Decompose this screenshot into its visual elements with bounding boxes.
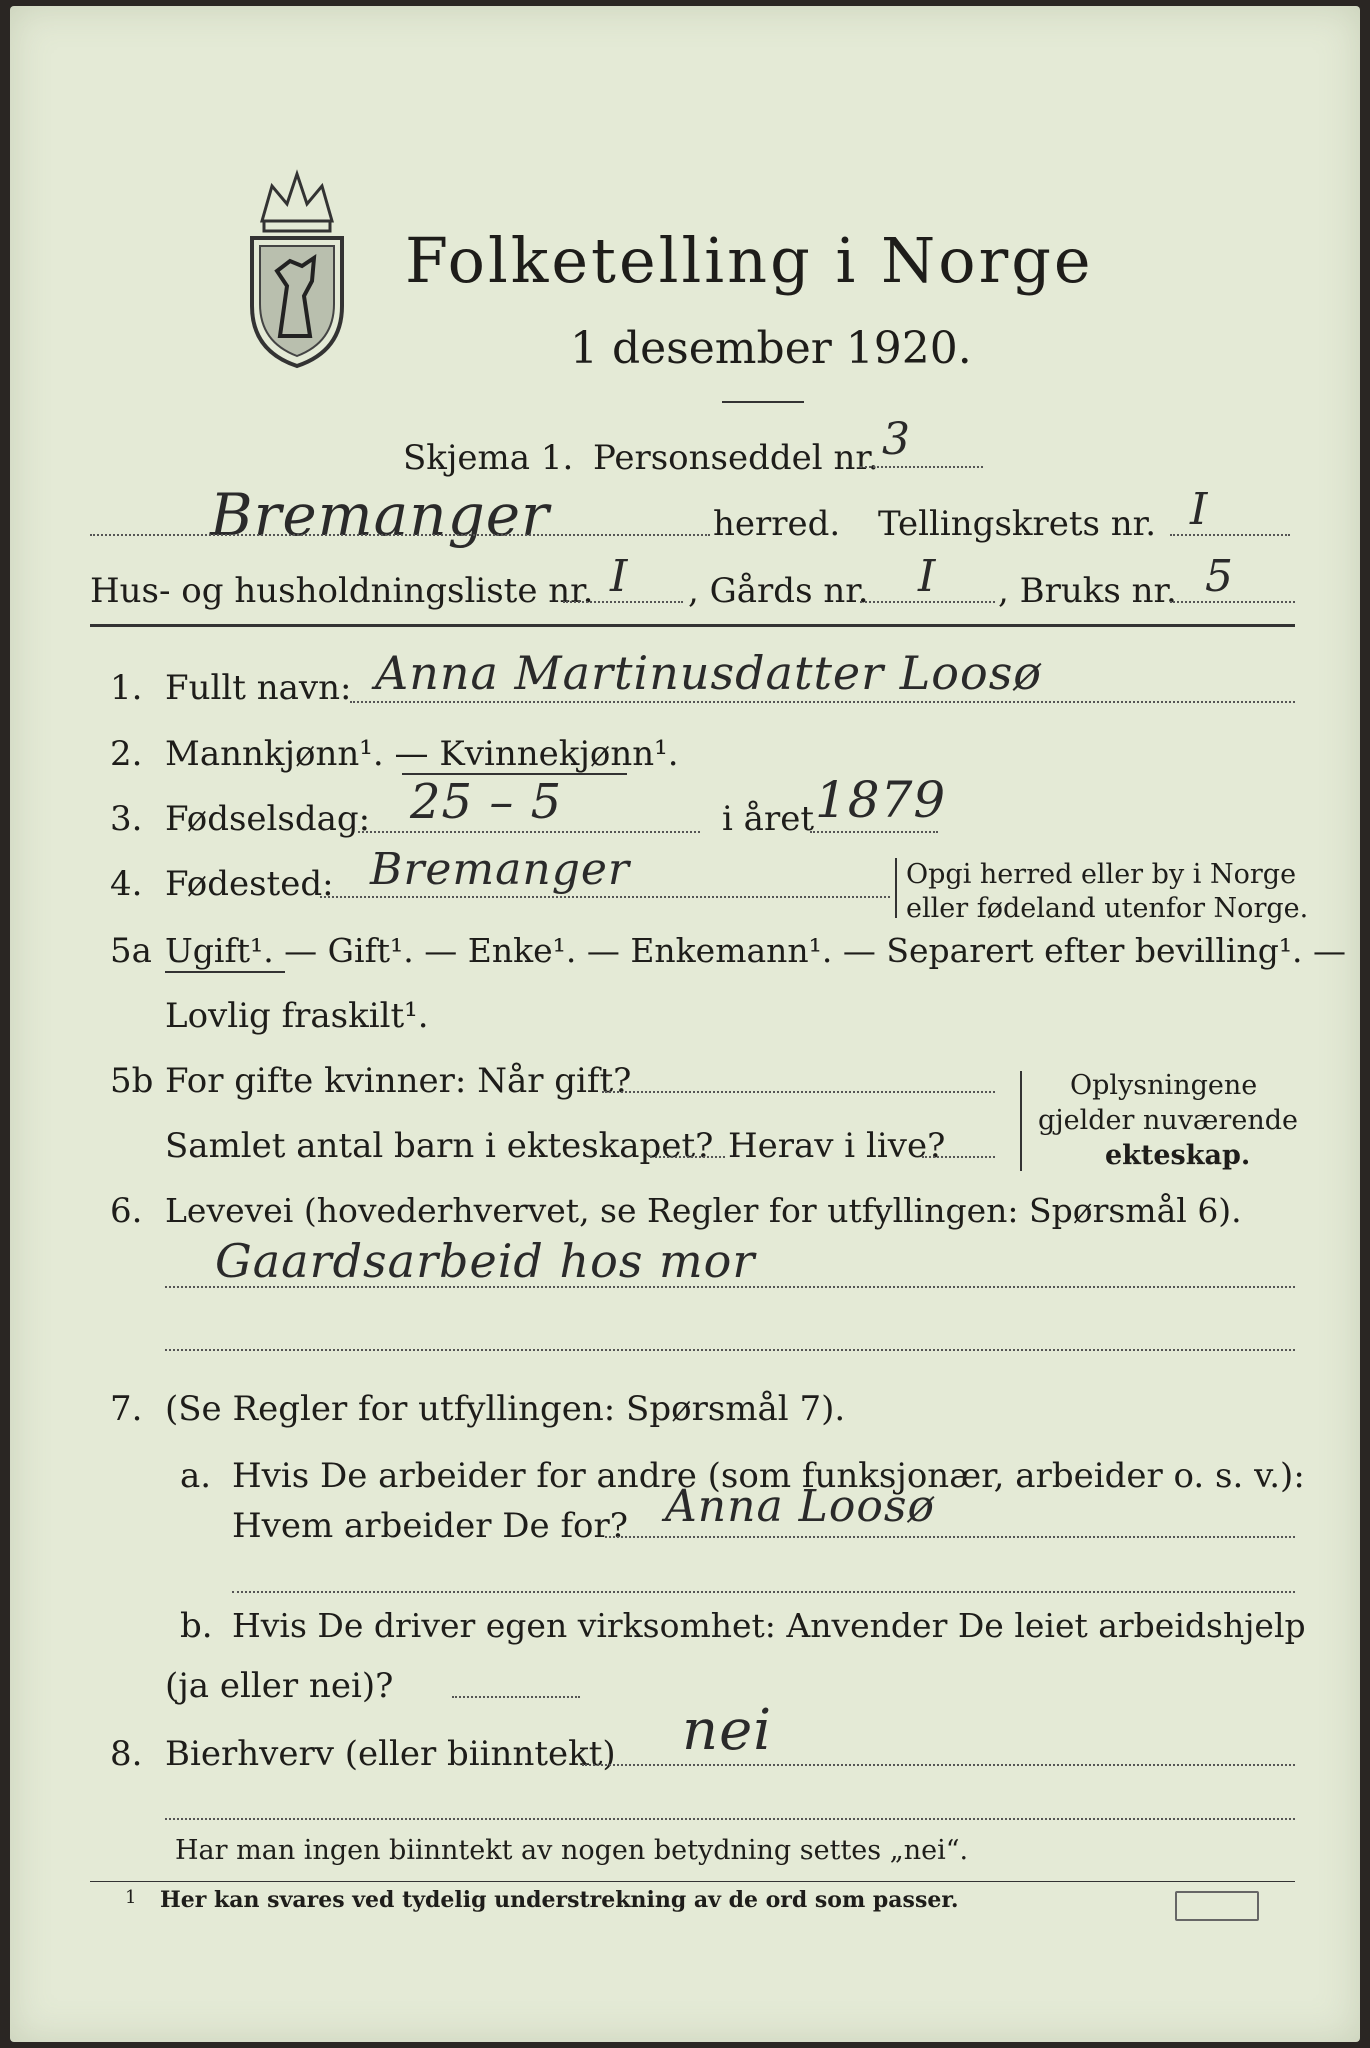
q1-line: [350, 701, 1295, 703]
year-label: i året: [722, 799, 814, 839]
footnote-mark: 1: [125, 1887, 137, 1908]
q1-number: 1.: [110, 668, 143, 708]
birthplace-value[interactable]: Bremanger: [370, 844, 630, 895]
q7b-letter: b.: [180, 1606, 213, 1646]
herred-label: herred.: [713, 504, 841, 544]
marital-underline: [165, 971, 285, 973]
marriage-note-1: Oplysningene: [1070, 1070, 1258, 1101]
footnote-text: Her kan svares ved tydelig understrekning av de ord som passer.: [160, 1887, 959, 1913]
side-income-line: [582, 1764, 1295, 1766]
q6-label: Levevei (hovederhvervet, se Regler for utfyllingen: Spørsmål 6).: [165, 1191, 1242, 1230]
q1-label: Fullt navn:: [165, 668, 352, 708]
gender-options[interactable]: Mannkjønn¹. — Kvinnekjønn¹.: [165, 734, 679, 774]
marital-status-line2[interactable]: Lovlig fraskilt¹.: [165, 996, 429, 1036]
q7-number: 7.: [110, 1389, 143, 1429]
herred-value[interactable]: Bremanger: [210, 481, 550, 549]
census-form: [10, 6, 1360, 2042]
q3-label: Fødselsdag:: [165, 799, 371, 839]
herred-line: [90, 534, 710, 536]
birthplace-note-2: eller fødeland utenfor Norge.: [906, 893, 1309, 924]
q4-number: 4.: [110, 864, 143, 904]
side-income-note: Har man ingen biinntekt av nogen betydning settes „nei“.: [175, 1835, 969, 1866]
q5a-number: 5a: [110, 931, 152, 971]
title-divider: [722, 401, 804, 403]
skjema-label: Skjema 1.: [403, 438, 574, 478]
children-total-line: [650, 1156, 725, 1158]
employer-line-2: [232, 1591, 1295, 1593]
tellingskrets-value[interactable]: I: [1190, 484, 1209, 535]
q6-number: 6.: [110, 1191, 143, 1231]
q5b-number: 5b: [110, 1061, 154, 1101]
marriage-note-brace: [1020, 1071, 1022, 1171]
tellingskrets-label: Tellingskrets nr.: [878, 504, 1157, 544]
gards-value[interactable]: I: [918, 551, 937, 602]
q7a-letter: a.: [180, 1456, 212, 1496]
gards-label: , Gårds nr.: [688, 571, 869, 611]
husliste-label: Hus- og husholdningsliste nr.: [90, 571, 594, 611]
footnote-divider: [90, 1881, 1295, 1882]
employer-line: [605, 1536, 1295, 1538]
form-title: Folketelling i Norge: [405, 224, 1094, 297]
q2-number: 2.: [110, 734, 143, 774]
q7b-line2: (ja eller nei)?: [165, 1666, 394, 1706]
birthday-value[interactable]: 25 – 5: [410, 774, 563, 830]
occupation-line-2: [165, 1349, 1295, 1351]
bruks-value[interactable]: 5: [1205, 551, 1234, 602]
year-line: [810, 831, 938, 833]
header-divider: [90, 624, 1295, 627]
q7a-line2: Hvem arbeider De for?: [232, 1506, 628, 1546]
q7b-line1: Hvis De driver egen virksomhet: Anvender De leiet arbeidshjelp: [232, 1606, 1306, 1645]
full-name-value[interactable]: Anna Martinusdatter Loosø: [375, 646, 1043, 700]
q7a-line1: Hvis De arbeider for andre (som funksjonær, arbeider o. s. v.):: [232, 1456, 1305, 1496]
q5b-alive-label: Herav i live?: [728, 1126, 946, 1166]
marriage-note-2: gjelder nuværende: [1038, 1105, 1298, 1136]
employer-value[interactable]: Anna Loosø: [665, 1481, 935, 1532]
q5b-children-label: Samlet antal barn i ekteskapet?: [165, 1126, 714, 1166]
marital-status-options[interactable]: Ugift¹. — Gift¹. — Enke¹. — Enkemann¹. — Separert efter bevilling¹. —: [165, 931, 1347, 970]
personseddel-label: Personseddel nr.: [593, 438, 879, 478]
personseddel-line: [860, 466, 983, 468]
q8-number: 8.: [110, 1734, 143, 1774]
married-when-line: [602, 1091, 995, 1093]
occupation-value[interactable]: Gaardsarbeid hos mor: [215, 1234, 756, 1288]
birth-year-value[interactable]: 1879: [815, 771, 947, 829]
coat-of-arms-icon: [242, 166, 352, 371]
side-income-value[interactable]: nei: [682, 1698, 773, 1763]
hired-help-line: [452, 1696, 580, 1698]
personseddel-value[interactable]: 3: [882, 414, 911, 465]
birthplace-line: [320, 896, 890, 898]
marriage-note-3: ekteskap.: [1105, 1140, 1251, 1171]
printer-stamp: [1175, 1891, 1259, 1921]
q8-label: Bierhverv (eller biinntekt): [165, 1734, 616, 1774]
side-income-line-2: [165, 1818, 1295, 1820]
tellingskrets-line: [1170, 534, 1290, 536]
q5b-married-label: For gifte kvinner: Når gift?: [165, 1061, 632, 1101]
q3-number: 3.: [110, 799, 143, 839]
birthplace-note-brace: [895, 858, 897, 918]
children-alive-line: [922, 1156, 995, 1158]
husliste-value[interactable]: I: [610, 551, 629, 602]
bruks-label: , Bruks nr.: [998, 571, 1177, 611]
census-date: 1 desember 1920.: [570, 323, 972, 374]
birthplace-note-1: Opgi herred eller by i Norge: [906, 859, 1297, 890]
q4-label: Fødested:: [165, 864, 334, 904]
birthday-line: [358, 831, 700, 833]
occupation-line-1: [165, 1286, 1295, 1288]
q7-label: (Se Regler for utfyllingen: Spørsmål 7).: [165, 1389, 846, 1429]
